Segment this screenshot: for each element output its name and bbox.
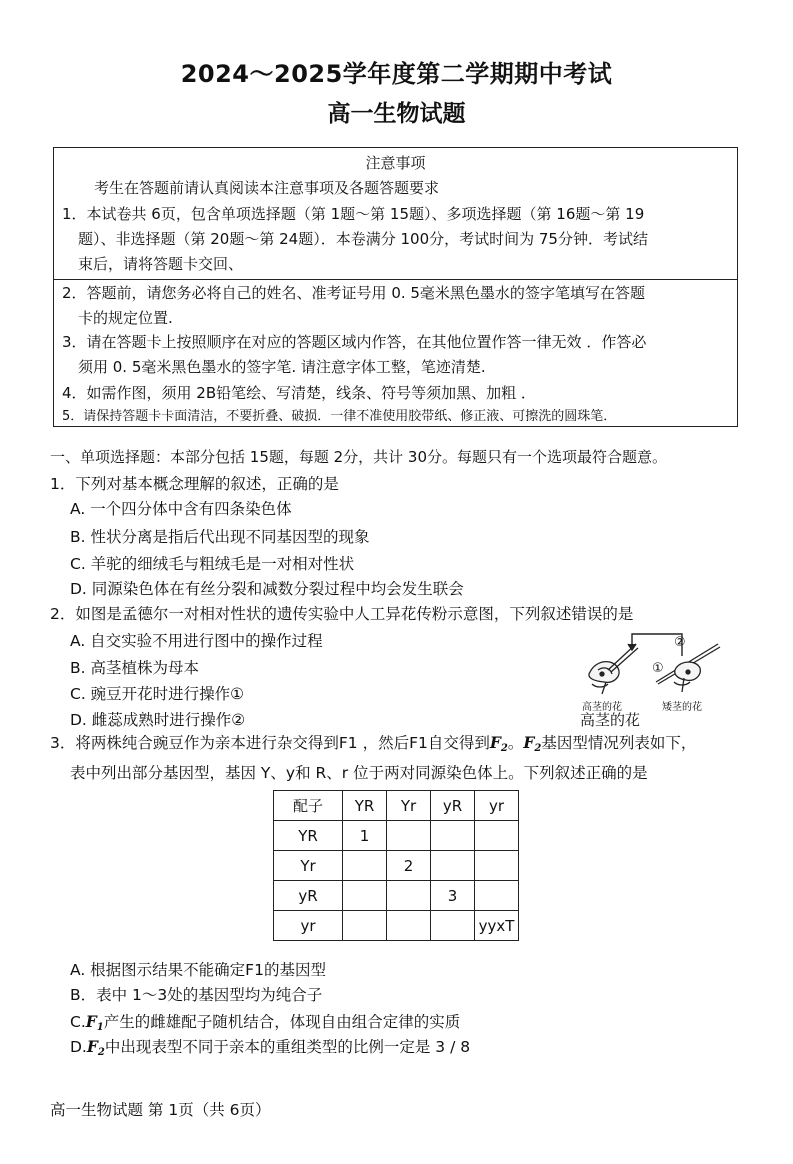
table-header-cell: yr bbox=[475, 791, 519, 821]
question-1-option-c: C. 羊驼的细绒毛与粗绒毛是一对相对性状 bbox=[70, 555, 355, 573]
table-header-cell: Yr bbox=[387, 791, 431, 821]
notice-item-2-line-2: 卡的规定位置. bbox=[78, 309, 173, 327]
figure-caption: 高茎的花 bbox=[580, 711, 641, 729]
table-cell: 3 bbox=[431, 881, 475, 911]
notice-box bbox=[53, 147, 738, 427]
tall-stem-flower-drawing bbox=[589, 662, 619, 694]
operation-marker-1: ① bbox=[652, 661, 664, 676]
table-cell bbox=[475, 851, 519, 881]
table-cell bbox=[431, 851, 475, 881]
figure-label-tall-flower: 高茎的花 bbox=[582, 702, 622, 713]
question-3-option-b: B．表中 1～3处的基因型均为纯合子 bbox=[70, 986, 323, 1004]
notice-item-5: 5．请保持答题卡卡面清洁，不要折叠、破损．一律不准使用胶带纸、修正液、可擦洗的圆珠笔． bbox=[62, 409, 617, 424]
question-3-option-a: A. 根据图示结果不能确定F1的基因型 bbox=[70, 961, 326, 979]
table-cell: yr bbox=[274, 911, 343, 941]
table-row bbox=[274, 881, 519, 911]
f1-symbol: $F_1$ bbox=[85, 1012, 104, 1033]
table-cell bbox=[475, 881, 519, 911]
f2-symbol-3: $F_2$ bbox=[86, 1037, 105, 1058]
table-cell bbox=[475, 821, 519, 851]
notice-intro: 考生在答题前请认真阅读本注意事项及各题答题要求 bbox=[94, 179, 440, 197]
pollination-figure bbox=[578, 626, 723, 716]
f2-symbol-2: $F_2$ bbox=[523, 733, 542, 754]
f2-symbol: $F_2$ bbox=[489, 733, 508, 754]
table-cell bbox=[387, 881, 431, 911]
section-1-heading: 一、单项选择题：本部分包括 15题，每题 2分，共计 30分。每题只有一个选项最符合题意。 bbox=[50, 448, 668, 466]
table-header-cell: yR bbox=[431, 791, 475, 821]
notice-item-2-line-1: 2．答题前，请您务必将自己的姓名、准考证号用 0. 5毫米黑色墨水的签字笔填写在答题 bbox=[62, 284, 645, 302]
question-1-option-b: B. 性状分离是指后代出现不同基因型的现象 bbox=[70, 528, 370, 546]
question-2-option-a: A. 自交实验不用进行图中的操作过程 bbox=[70, 632, 323, 650]
table-row bbox=[274, 851, 519, 881]
notice-item-1-line-3: 束后，请将答题卡交回、 bbox=[78, 255, 244, 273]
table-cell bbox=[343, 851, 387, 881]
table-cell: yyxT bbox=[475, 911, 519, 941]
table-cell bbox=[343, 911, 387, 941]
notice-divider bbox=[54, 279, 737, 280]
page-footer: 高一生物试题 第 1页（共 6页） bbox=[50, 1101, 271, 1119]
table-cell bbox=[343, 881, 387, 911]
figure-label-short-flower: 矮茎的花 bbox=[662, 702, 702, 713]
table-cell bbox=[431, 821, 475, 851]
table-cell: YR bbox=[274, 821, 343, 851]
notice-item-1-line-2: 题）、非选择题（第 20题～第 24题）．本卷满分 100分，考试时间为 75分钟．考试结 bbox=[78, 230, 648, 248]
question-3-stem-line-1 bbox=[50, 731, 696, 754]
question-3-option-c: $C.F_1$产生的雌雄配子随机结合，体现自由组合定律的实质 bbox=[70, 1012, 461, 1033]
table-cell bbox=[387, 821, 431, 851]
table-header-cell: YR bbox=[343, 791, 387, 821]
question-2-option-b: B. 高茎植株为母本 bbox=[70, 659, 199, 677]
notice-item-3-line-1: 3．请在答题卡上按照顺序在对应的答题区域内作答，在其他位置作答一律无效 ．作答必 bbox=[62, 333, 647, 351]
gamete-table bbox=[273, 790, 519, 941]
table-cell bbox=[431, 911, 475, 941]
question-2-option-d: D. 雌蕊成熟时进行操作② bbox=[70, 711, 246, 729]
table-row bbox=[274, 911, 519, 941]
table-cell: 1 bbox=[343, 821, 387, 851]
question-1-option-d: D. 同源染色体在有丝分裂和减数分裂过程中均会发生联会 bbox=[70, 580, 464, 598]
notice-heading: 注意事项 bbox=[365, 154, 426, 172]
question-3-stem-part-c: 基因型情况列表如下， bbox=[541, 734, 697, 752]
notice-item-1-line-1: 1．本试卷共 6页，包含单项选择题（第 1题～第 15题）、多项选择题（第 16题～第 19 bbox=[62, 205, 645, 223]
question-3-stem-part-a: 3．将两株纯合豌豆作为亲本进行杂交得到F1 ，然后F1自交得到 bbox=[50, 734, 490, 752]
notice-item-3-line-2: 须用 0. 5毫米黑色墨水的签字笔. 请注意字体工整，笔迹清楚. bbox=[78, 358, 486, 376]
question-1-option-a: A. 一个四分体中含有四条染色体 bbox=[70, 500, 292, 518]
notice-item-4: 4．如需作图，须用 2B铅笔绘、写清楚，线条、符号等须加黑、加粗 ． bbox=[62, 384, 536, 402]
question-3-stem-line-2: 表中列出部分基因型，基因 Y、y和 R、r 位于两对同源染色体上。下列叙述正确的是 bbox=[70, 764, 648, 782]
table-cell bbox=[387, 911, 431, 941]
exam-title: 2024～2025学年度第二学期期中考试 bbox=[180, 60, 613, 88]
operation-marker-2: ② bbox=[674, 635, 686, 650]
short-stem-flower-drawing bbox=[674, 662, 700, 692]
table-cell: yR bbox=[274, 881, 343, 911]
table-header-cell: 配子 bbox=[274, 791, 343, 821]
table-cell: 2 bbox=[387, 851, 431, 881]
question-2-stem: 2．如图是孟德尔一对相对性状的遗传实验中人工异花传粉示意图，下列叙述错误的是 bbox=[50, 605, 634, 623]
exam-subtitle: 高一生物试题 bbox=[327, 101, 466, 127]
question-2-option-c: C. 豌豆开花时进行操作① bbox=[70, 685, 245, 703]
table-cell: Yr bbox=[274, 851, 343, 881]
question-1-stem: 1．下列对基本概念理解的叙述，正确的是 bbox=[50, 475, 339, 493]
table-header-row bbox=[274, 791, 519, 821]
question-3-option-d: $D.F_2$中出现表型不同于亲本的重组类型的比例一定是 3 / 8 bbox=[70, 1037, 471, 1058]
table-row bbox=[274, 821, 519, 851]
pollination-illustration bbox=[578, 626, 723, 716]
question-3-stem-part-b: 。 bbox=[507, 734, 524, 752]
